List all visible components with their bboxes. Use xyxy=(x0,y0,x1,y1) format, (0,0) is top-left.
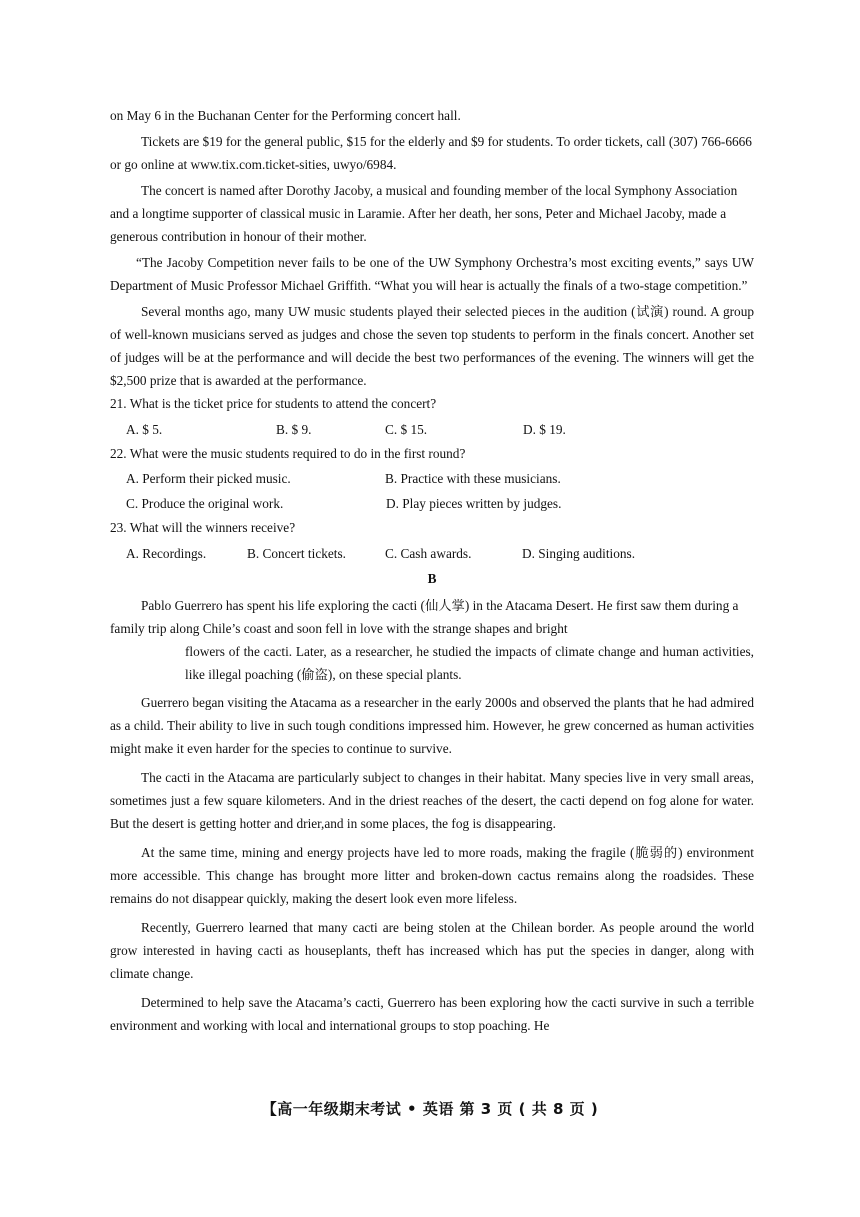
question-23-option-b: B. Concert tickets. xyxy=(247,545,346,561)
paragraph-guerrero-research: Guerrero began visiting the Atacama as a researcher in the early 2000s and observed the plants that he had admired as a child. Their ability to live in such tough conditions impressed him. However, he grew concerned as human activities might make it even harder for the species to continue to survive. xyxy=(110,694,754,756)
question-21-options xyxy=(110,417,754,442)
question-22-option-a: A. Perform their picked music. xyxy=(126,471,291,486)
page-footer: 【高一年级期末考试 • 英语 第 3 页 ( 共 8 页 ) xyxy=(261,1100,599,1118)
paragraph-conservation: Determined to help save the Atacama’s cacti, Guerrero has been exploring how the cacti survive in such a terrible environment and working with local and international groups to stop poaching. He xyxy=(110,994,754,1033)
question-23-options xyxy=(110,541,754,566)
paragraph-concert-date: on May 6 in the Buchanan Center for the Performing concert hall. xyxy=(110,108,461,123)
question-21-option-d: D. $ 19. xyxy=(523,421,566,437)
question-23-stem: 23. What will the winners receive? xyxy=(110,520,296,535)
paragraph-concert-name: The concert is named after Dorothy Jacoby, a musical and founding member of the local Symphony Association and a longtime supporter of classical music in Laramie. After her death, her sons, Peter and Michael Jacoby, made a generous contribution in honour of their mother. xyxy=(110,183,738,244)
paragraph-guerrero-intro-continued: flowers of the cacti. Later, as a researcher, he studied the impacts of climate change and human activities, like illegal poaching (偷盗), on these special plants. xyxy=(185,643,754,682)
document-page xyxy=(110,104,754,1037)
paragraph-audition: Several months ago, many UW music students played their selected pieces in the audition (试演) round. A group of well-known musicians served as judges and chose the seven top students to perform in the finals concert. Another set of judges will be at the performance and will decide the best two performances of the evening. The winners will get the $2,500 prize that is awarded at the performance. xyxy=(110,304,754,388)
question-22-stem: 22. What were the music students required to do in the first round? xyxy=(110,445,466,461)
paragraph-guerrero-intro: Pablo Guerrero has spent his life exploring the cacti (仙人掌) in the Atacama Desert. He first saw them during a family trip along Chile’s coast and soon fell in love with the strange shapes and bright xyxy=(110,597,739,636)
paragraph-tickets: Tickets are $19 for the general public, $15 for the elderly and $9 for students. To order tickets, call (307) 766-6666 or go online at www.tix.com.ticket-sities, uwyo/6984. xyxy=(110,134,752,172)
question-21-option-b: B. $ 9. xyxy=(276,421,312,437)
paragraph-mining: At the same time, mining and energy projects have led to more roads, making the fragile (脆弱的) environment more accessible. This change has brought more litter and broken-down cactus remains along the roadsides. These remains do not disappear quickly, making the desert look even more lifeless. xyxy=(110,844,754,906)
paragraph-habitat: The cacti in the Atacama are particularly subject to changes in their habitat. Many species live in very small areas, sometimes just a few square kilometers. And in the driest reaches of the desert, the cacti depend on fog alone for water. But the desert is getting hotter and drier,and in some places, the fog is disappearing. xyxy=(110,769,754,831)
question-21-option-a: A. $ 5. xyxy=(126,421,163,437)
question-22-options-row1 xyxy=(110,466,754,491)
section-b-heading: B xyxy=(427,570,437,586)
paragraph-griffith-quote: “The Jacoby Competition never fails to be one of the UW Symphony Orchestra’s most exciting events,” says UW Department of Music Professor Michael Griffith. “What you will hear is actually the finals of a two-stage competition.” xyxy=(110,255,754,293)
question-23-option-d: D. Singing auditions. xyxy=(522,545,636,561)
question-22-option-b: B. Practice with these musicians. xyxy=(385,471,561,486)
question-22-options-row2 xyxy=(110,491,754,516)
question-23-option-c: C. Cash awards. xyxy=(385,545,472,561)
question-21-option-c: C. $ 15. xyxy=(385,421,428,437)
question-22-option-d: D. Play pieces written by judges. xyxy=(386,496,562,511)
paragraph-theft: Recently, Guerrero learned that many cacti are being stolen at the Chilean border. As people around the world grow interested in having cacti as houseplants, theft has increased which has put the species in danger, along with climate change. xyxy=(110,919,754,981)
question-23-option-a: A. Recordings. xyxy=(126,545,207,561)
question-21-stem: 21. What is the ticket price for students to attend the concert? xyxy=(110,396,437,411)
question-22-option-c: C. Produce the original work. xyxy=(126,496,284,511)
